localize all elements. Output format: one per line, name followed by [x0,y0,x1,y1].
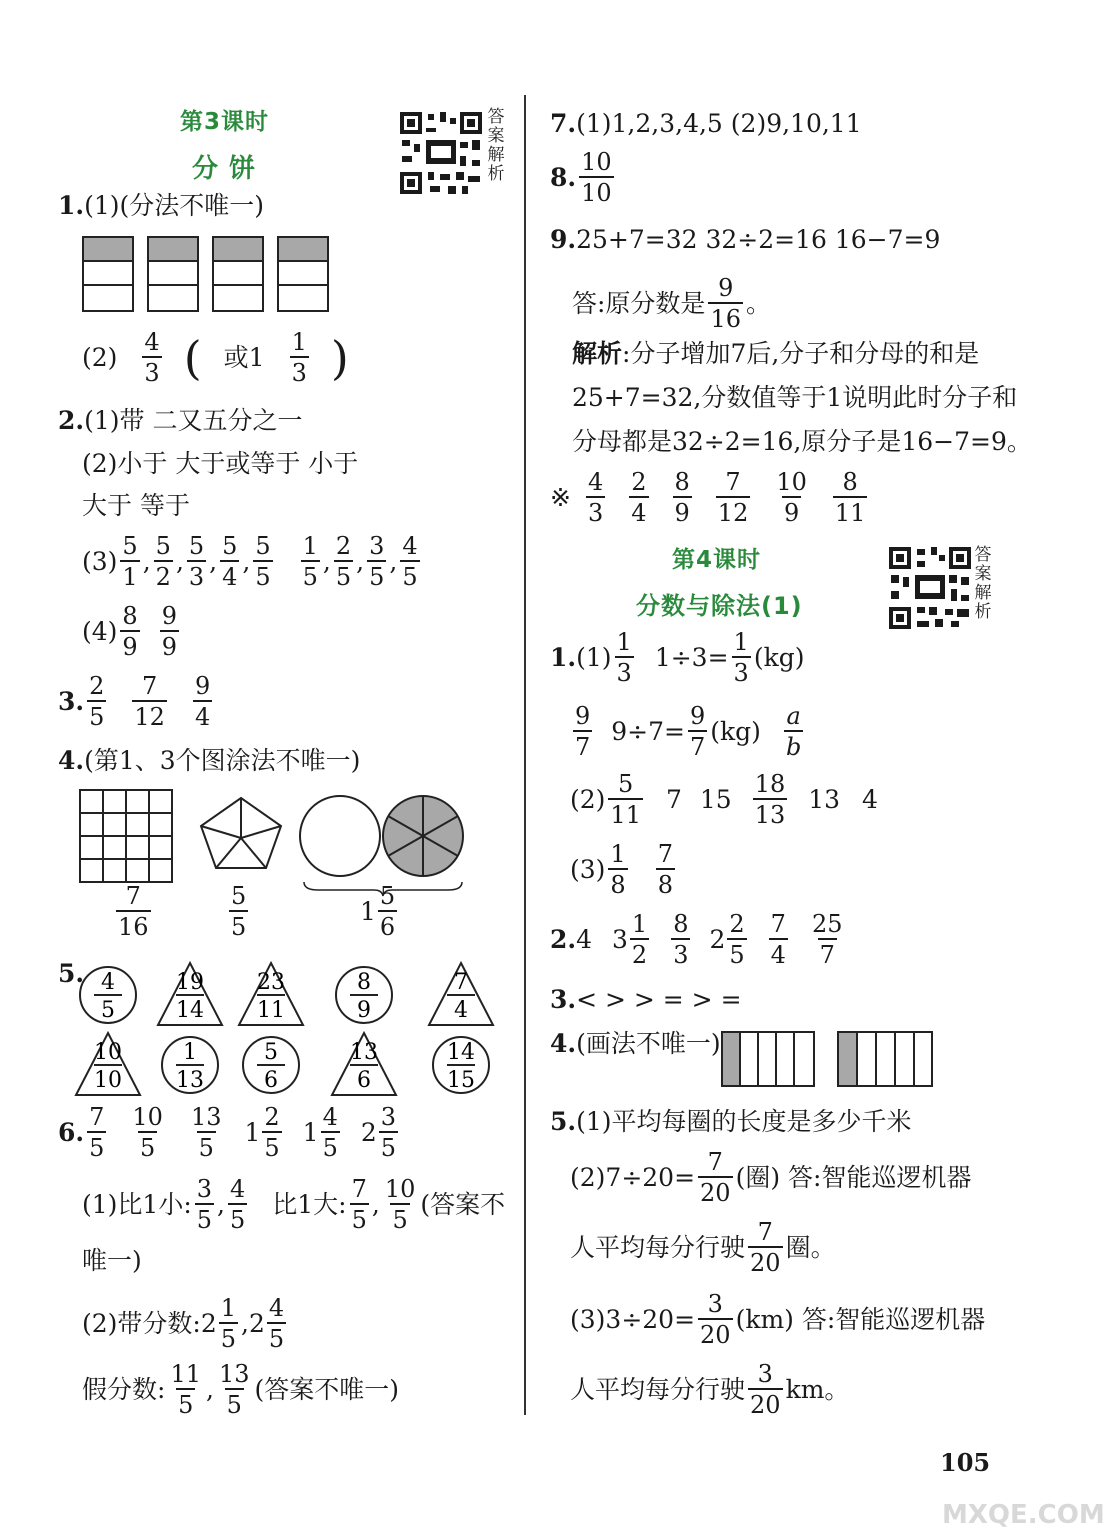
q5-denominator: 4 [454,998,468,1023]
question-6-line-1: 6. $\frac{7}{5}$ $\frac{10}{5}$ $\frac{13}{5}$ 1 $\frac{2}{5}$ 1 $\frac{4}{5}$ 2 $\frac{3}{5}$ [58,1103,397,1162]
question-4: 4.(第1、3个图涂法不唯一) [58,746,361,775]
q5-denominator: 9 [357,998,371,1023]
question-5-number: 5. [58,959,85,988]
r1-part-2: (2) $\frac{5}{11}$ 7 15 $\frac{18}{13}$ 13 4 [570,770,878,829]
q5-numerator: 7 [454,970,468,995]
qr-label: 答 案 解 析 [487,107,505,184]
q5-circle-item [162,1037,218,1093]
q5-triangle-item [332,1033,396,1095]
q4-label-2: $\frac{5}{5}$ [231,882,247,941]
q5-numerator: 13 [350,1040,378,1065]
fraction: $\frac{4}{3}$ [144,328,160,387]
q5-triangle-item [429,963,493,1025]
question-9-answer: 答:原分数是 $\frac{9}{16}$ 。 [572,274,771,333]
q5-numerator: 14 [447,1040,475,1065]
question-8: 8. $\frac{10}{10}$ [550,148,612,207]
r1-part-1a: 1. (1) $\frac{1}{3}$ 1÷3= $\frac{1}{3}$ (kg) [550,628,805,687]
q5-numerator: 5 [264,1040,278,1065]
question-2-part-3: (3) $\frac{5}{1}$ , $\frac{5}{2}$ , $\frac{5}{3}$ , $\frac{5}{4}$ , $\frac{5}{5}$ $\frac{1}{5}$ , $\frac{2}{5}$ , $\frac{3}{5}$ , $\frac{4}{5}$ [82,532,418,591]
r5-part-2b: 人平均每分行驶 $\frac{7}{20}$ 圈。 [570,1218,836,1277]
r3: 3.< > > = > = [550,985,742,1014]
lesson-subtitle: 分 饼 [192,154,257,184]
q5-denominator: 6 [264,1068,278,1093]
q5-denominator: 5 [101,998,115,1023]
question-2-line-3: 大于 等于 [82,491,190,520]
question-2-part-4: (4) $\frac{8}{9}$ $\frac{9}{9}$ [82,602,177,661]
q5-triangle-item [158,963,222,1025]
question-6-part-1: (1)比1小: $\frac{3}{5}$ , $\frac{4}{5}$ 比1大: $\frac{7}{5}$ , $\frac{10}{5}$ (答案不 [82,1175,506,1234]
q5-denominator: 6 [357,1068,371,1093]
q5-numerator: 8 [357,970,371,995]
q5-shapes-figure [78,955,518,1095]
question-9-equation: 9.25+7=32 32÷2=16 16−7=9 [550,225,941,254]
r5-part-2a: (2)7÷20= $\frac{7}{20}$ (圈) 答:智能巡逻机器 [570,1148,972,1207]
q5-numerator: 19 [176,970,204,995]
r1-part-3: (3) $\frac{1}{8}$ $\frac{7}{8}$ [570,840,673,899]
lesson-subtitle-2: 分数与除法(1) [636,592,803,620]
qr-code-icon[interactable] [398,110,484,196]
r5-part-3b: 人平均每分行驶 $\frac{3}{20}$ km。 [570,1360,850,1419]
q5-circle-item [243,1037,299,1093]
watermark-logo: MXQE.COM [942,1500,1105,1530]
q5-denominator: 13 [176,1068,204,1093]
r4: 4.(画法不唯一) [550,1029,721,1058]
extra-answers: ※ $\frac{4}{3}$ $\frac{2}{4}$ $\frac{8}{9}$ $\frac{7}{12}$ $\frac{10}{9}$ $\frac{8}{11}$ [550,468,866,527]
question-2-line-1: 2.(1)带 二又五分之一 [58,406,303,435]
r5-part-3a: (3)3÷20= $\frac{3}{20}$ (km) 答:智能巡逻机器 [570,1290,986,1349]
r5-part-1: 5.(1)平均每圈的长度是多少千米 [550,1107,912,1136]
q1-shaded-strips-figure [82,236,332,316]
q4-figures [78,788,478,888]
q5-numerator: 10 [94,1040,122,1065]
question-6-part-2b: 假分数: $\frac{11}{5}$ , $\frac{13}{5}$ (答案不唯一) [82,1360,399,1419]
question-6-part-2a: (2)带分数: 2 $\frac{1}{5}$ , 2 $\frac{4}{5}$ [82,1294,285,1353]
question-7: 7.(1)1,2,3,4,5 (2)9,10,11 [550,109,862,138]
q5-triangle-item [76,1033,140,1095]
question-1-part-2: (2) $\frac{4}{3}$ ( 或1 $\frac{1}{3}$ ) [82,328,349,387]
question-9-analysis-3: 分母都是32÷2=16,原分子是16−7=9。 [572,427,1032,456]
q5-denominator: 14 [176,998,204,1023]
r4-strips-figure [720,1030,940,1090]
q5-numerator: 4 [101,970,115,995]
qr-code-icon[interactable] [887,545,973,631]
lesson-title: 第3课时 [180,109,270,135]
q5-numerator: 1 [183,1040,197,1065]
q4-label-1: $\frac{7}{16}$ [118,882,149,941]
q5-denominator: 15 [447,1068,475,1093]
fraction: $\frac{1}{3}$ [291,328,307,387]
r2: 2. 4 3 $\frac{1}{2}$ $\frac{8}{3}$ 2 $\frac{2}{5}$ $\frac{7}{4}$ $\frac{25}{7}$ [550,910,843,969]
lesson-title-2: 第4课时 [672,547,762,573]
column-divider [524,95,526,1415]
q5-denominator: 10 [94,1068,122,1093]
q5-numerator: 23 [257,970,285,995]
q4-label-3: 1 $\frac{5}{6}$ [360,882,396,941]
page-number: 105 [940,1448,991,1477]
question-9-analysis-2: 25+7=32,分数值等于1说明此时分子和 [572,383,1018,412]
q5-circle-item [80,967,136,1023]
question-1-part-1: 1.(1)(分法不唯一) [58,191,265,220]
q5-denominator: 11 [257,998,285,1023]
q5-circle-item [433,1037,489,1093]
r1-part-1b: $\frac{9}{7}$ 9÷7= $\frac{9}{7}$ (kg) $\frac{a}{b}$ [575,702,802,761]
question-3: 3. $\frac{2}{5}$ $\frac{7}{12}$ $\frac{9}{4}$ [58,672,211,731]
question-6-part-1-cont: 唯一) [82,1246,142,1275]
q5-circle-item [336,967,392,1023]
question-2-line-2: (2)小于 大于或等于 小于 [82,449,359,478]
q5-triangle-item [239,963,303,1025]
qr-label: 答 案 解 析 [974,545,992,622]
question-9-analysis-1: 解析:分子增加7后,分子和分母的和是 [572,339,980,368]
